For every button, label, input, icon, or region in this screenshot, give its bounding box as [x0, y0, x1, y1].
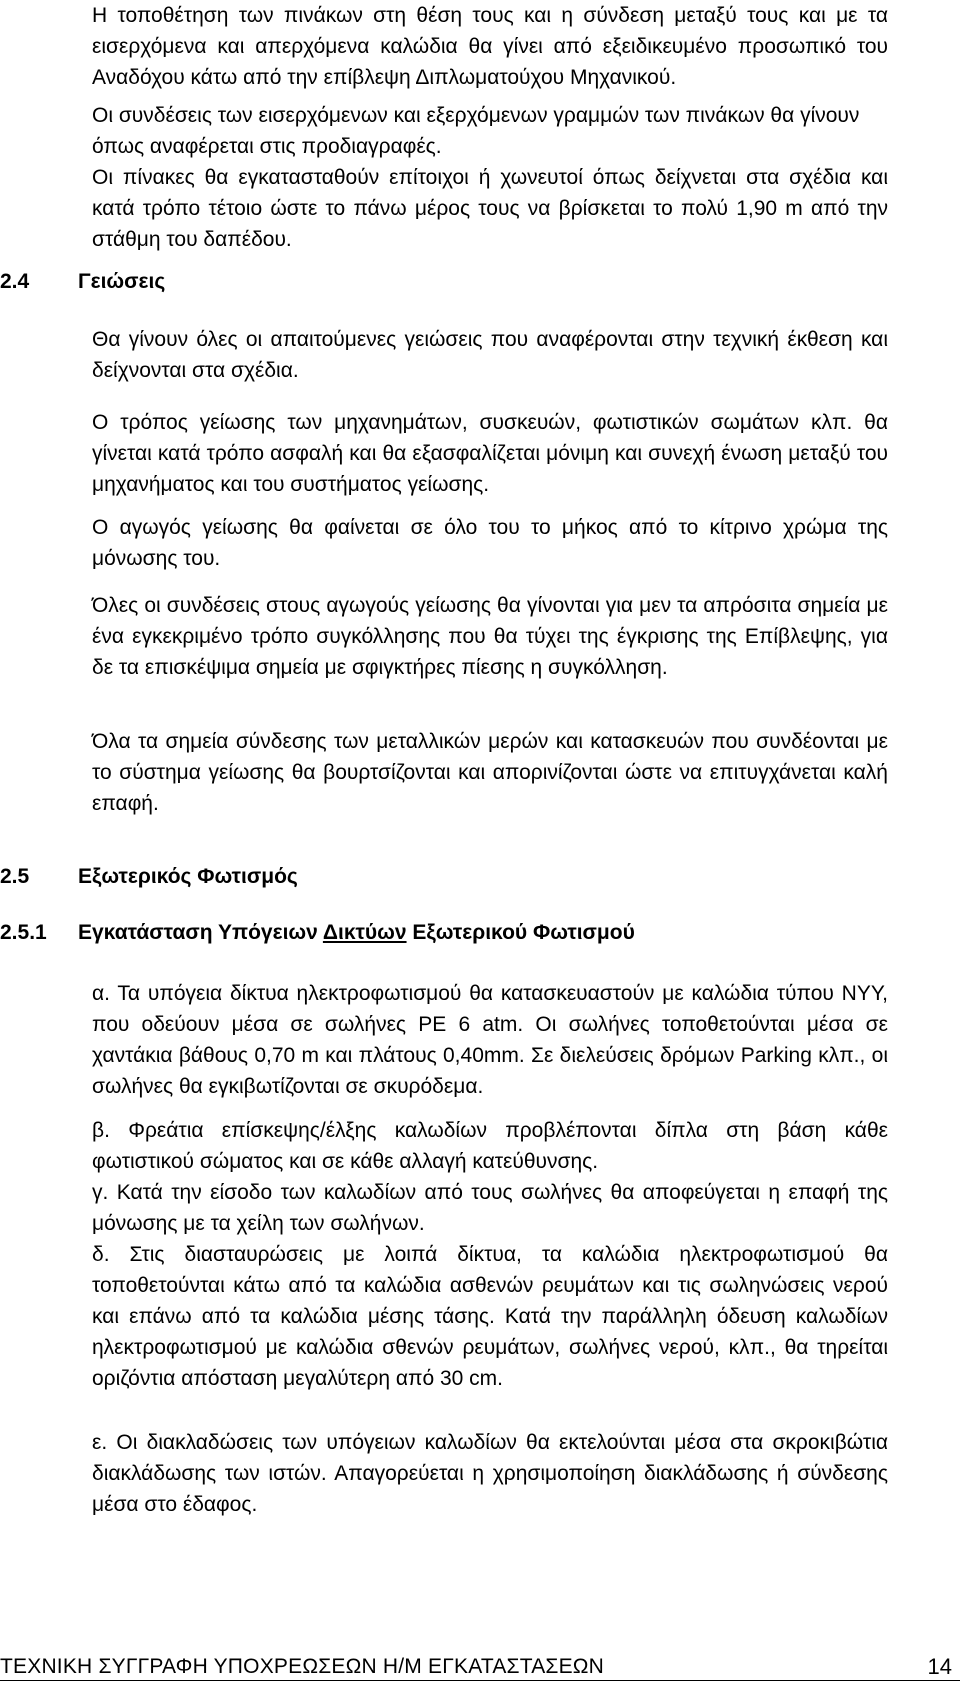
paragraph-grounding-3: Ο αγωγός γείωσης θα φαίνεται σε όλο του το μήκος από το κίτρινο χρώμα της μόνωσης του. — [92, 516, 888, 570]
paragraph-grounding-2: Ο τρόπος γείωσης των μηχανημάτων, συσκευών, φωτιστικών σωμάτων κλπ. θα γίνεται κατά τρόπο ασφαλή και θα εξασφαλίζεται μόνιμη και συνεχή ένωση μεταξύ του μηχανήματος και του συστήματος γείωσης. — [92, 411, 888, 496]
section-number: 2.5 — [0, 865, 30, 888]
title-part: Εξωτερικού Φωτισμού — [406, 921, 635, 944]
page-footer — [0, 1651, 960, 1683]
paragraph-panel-mounting: Οι πίνακες θα εγκατασταθούν επίτοιχοι ή χωνευτοί όπως δείχνεται στα σχέδια και κατά τρόπο τέτοιο ώστε το πάνω μέρος τους να βρίσκεται το πολύ 1,90 m από την στάθμη του δαπέδου. — [92, 166, 888, 251]
section-number: 2.4 — [0, 270, 30, 293]
section-number: 2.5.1 — [0, 921, 47, 944]
section-title: Γειώσεις — [78, 270, 166, 293]
list-item-c: γ. Κατά την είσοδο των καλωδίων από τους σωλήνες θα αποφεύγεται η επαφή της μόνωσης με τα χείλη των σωλήνων. — [92, 1181, 888, 1235]
section-title: Εξωτερικός Φωτισμός — [78, 865, 298, 888]
paragraph-grounding-5: Όλα τα σημεία σύνδεσης των μεταλλικών μερών και κατασκευών που συνδέονται με το σύστημα γείωσης θα βουρτσίζονται και απορινίζονται ώστε να επιτυγχάνεται καλή επαφή. — [92, 730, 888, 815]
paragraph-installation: Η τοποθέτηση των πινάκων στη θέση τους και η σύνδεση μεταξύ τους και με τα εισερχόμενα και απερχόμενα καλώδια θα γίνει από εξειδικευμένο προσωπικό του Αναδόχου κάτω από την επίβλεψη Διπλωματούχου Μηχανικού. — [92, 4, 888, 89]
paragraph-connections: Οι συνδέσεις των εισερχόμενων και εξερχόμενων γραμμών των πινάκων θα γίνουν όπως αναφέρεται στις προδιαγραφές. — [92, 104, 860, 158]
paragraph-grounding-4: Όλες οι συνδέσεις στους αγωγούς γείωσης θα γίνονται για μεν τα απρόσιτα σημεία με ένα εγκεκριμένο τρόπο συγκόλλησης που θα τύχει της έγκρισης της Επίβλεψης, για δε τα επισκέψιμα σημεία με σφιγκτήρες πίεσης η συγκόλληση. — [92, 594, 888, 679]
title-part: Εγκατάσταση Υπόγειων — [78, 921, 323, 944]
footer-rule — [0, 1680, 960, 1681]
paragraph-grounding-1: Θα γίνουν όλες οι απαιτούμενες γειώσεις που αναφέρονται στην τεχνική έκθεση και δείχνονται στα σχέδια. — [92, 328, 888, 382]
list-item-b: β. Φρεάτια επίσκεψης/έλξης καλωδίων προβλέπονται δίπλα στη βάση κάθε φωτιστικού σώματος και σε κάθε αλλαγή κατεύθυνσης. — [92, 1119, 888, 1173]
list-item-a: α. Τα υπόγεια δίκτυα ηλεκτροφωτισμού θα κατασκευαστούν με καλώδια τύπου NYY, που οδεύουν μέσα σε σωλήνες PE 6 atm. Οι σωλήνες τοποθετούνται μέσα σε χαντάκια βάθους 0,70 m και πλάτους 0,40mm. Σε διελεύσεις δρόμων Parking κλπ., οι σωλήνες θα εγκιβωτίζονται σε σκυρόδεμα. — [92, 982, 888, 1098]
list-item-d: δ. Στις διασταυρώσεις με λοιπά δίκτυα, τα καλώδια ηλεκτροφωτισμού θα τοποθετούνται κάτω από τα καλώδια ασθενών ρευμάτων και τις σωληνώσεις νερού και επάνω από τα καλώδια μέσης τάσης. Κατά την παράλληλη όδευση καλωδίων ηλεκτροφωτισμού με καλώδια σθενών ρευμάτων, σωλήνες νερού, κλπ., θα τηρείται οριζόντια απόσταση μεγαλύτερη από 30 cm. — [92, 1243, 888, 1390]
list-item-e: ε. Οι διακλαδώσεις των υπόγειων καλωδίων θα εκτελούνται μέσα στα σκροκιβώτια διακλάδωσης των ιστών. Απαγορεύεται η χρησιμοποίηση διακλάδωσης ή σύνδεσης μέσα στο έδαφος. — [92, 1431, 888, 1516]
section-title — [78, 919, 635, 947]
page-number: 14 — [927, 1654, 952, 1679]
title-part-underlined: Δικτύων — [322, 921, 407, 944]
footer-title: ΤΕΧΝΙΚΗ ΣΥΓΓΡΑΦΗ ΥΠΟΧΡΕΩΣΕΩΝ Η/Μ ΕΓΚΑΤΑΣΤΑΣΕΩΝ — [0, 1655, 605, 1678]
